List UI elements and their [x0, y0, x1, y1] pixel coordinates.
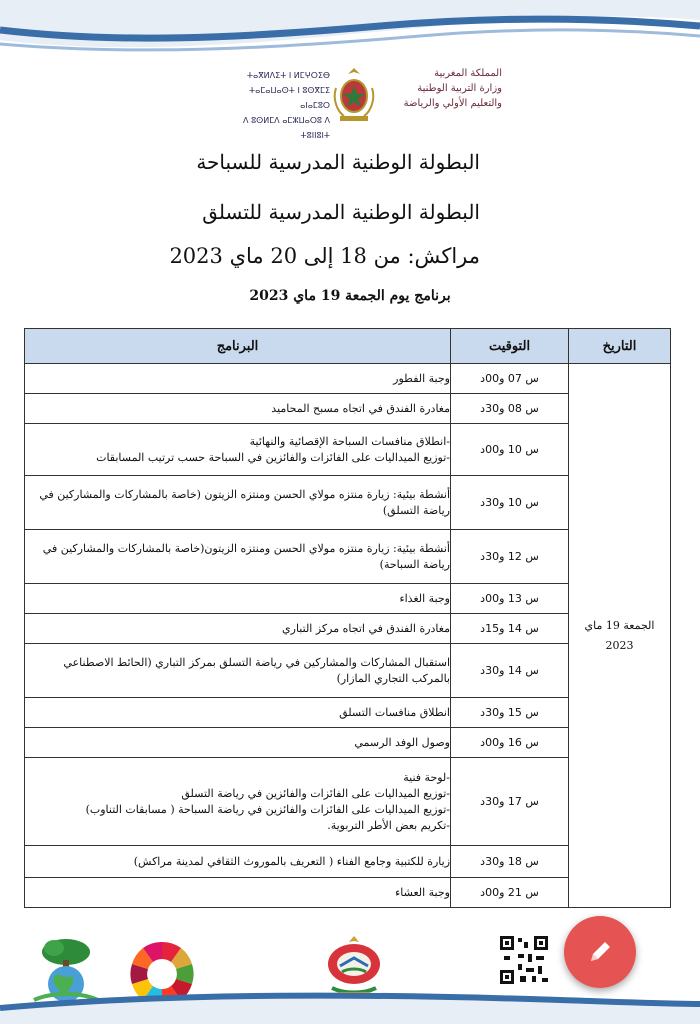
time-cell: س 08 و30د [451, 394, 569, 424]
tifinagh-line: ⵜⴰⴳⵍⴷⵉⵜ ⵏ ⵍⵎⵖⵔⵉⴱ [246, 71, 330, 80]
program-cell [25, 728, 451, 758]
header-date: التاريخ [569, 329, 671, 364]
program-line: -تكريم بعض الأطر التربوية. [327, 818, 450, 832]
program-cell [25, 424, 451, 476]
moroccan-emblem-icon [330, 66, 378, 124]
time-cell: س 12 و30د [451, 530, 569, 584]
ministry-line: والتعليم الأولي والرياضة [403, 98, 502, 109]
title-swimming: البطولة الوطنية المدرسية للسباحة [196, 150, 480, 174]
ministry-line: وزارة التربية الوطنية [417, 83, 502, 94]
program-line: أنشطة بيئية: زيارة منتزه مولاي الحسن ومنتزه الزيتون (خاصة بالمشاركات والمشاركين في رياضة التسلق) [39, 487, 450, 517]
program-line: -لوحة فنية [403, 770, 450, 784]
program-cell [25, 584, 451, 614]
program-cell [25, 846, 451, 878]
program-cell [25, 364, 451, 394]
program-line: -انطلاق منافسات السباحة الإقصائية والنهائية [249, 434, 450, 448]
title-climbing: البطولة الوطنية المدرسية للتسلق [202, 200, 480, 224]
program-line: وجبة العشاء [395, 885, 450, 899]
program-line: -توزيع الميداليات على الفائزات والفائزين في السباحة حسب ترتيب المسابقات [96, 450, 450, 464]
ministry-line: المملكة المغربية [434, 68, 502, 79]
program-line: استقبال المشاركات والمشاركين في رياضة التسلق بمركز التباري (الحائط الاصطناعي بالمركب التجاري المازار) [63, 655, 450, 685]
program-cell [25, 758, 451, 846]
program-cell [25, 698, 451, 728]
time-cell: س 18 و30د [451, 846, 569, 878]
ministry-header [0, 62, 700, 142]
time-cell: س 14 و15د [451, 614, 569, 644]
program-line: زيارة للكتبية وجامع الفناء ( التعريف بالموروث الثقافي لمدينة مراكش) [133, 854, 450, 868]
program-cell [25, 878, 451, 908]
header-time: التوقيت [451, 329, 569, 364]
program-line: -توزيع الميداليات على الفائزات والفائزين في رياضة التسلق [181, 786, 450, 800]
date-cell [569, 364, 671, 908]
time-cell: س 14 و30د [451, 644, 569, 698]
time-cell: س 21 و00د [451, 878, 569, 908]
program-line: انطلاق منافسات التسلق [339, 705, 450, 719]
arabic-ministry-name [382, 66, 502, 111]
tifinagh-line: ⴷ ⵓⵙⵍⵎⴷ ⴰⵎⵣⵡⴰⵔⵓ ⴷ ⵜⵓⵏⵏⵓⵏⵜ [243, 116, 330, 140]
program-cell [25, 614, 451, 644]
program-line: وصول الوفد الرسمي [354, 735, 450, 749]
time-cell: س 16 و00د [451, 728, 569, 758]
time-cell: س 07 و00د [451, 364, 569, 394]
program-line: وجبة الفطور [393, 371, 450, 385]
date-line: الجمعة 19 ماي [584, 618, 655, 632]
tifinagh-line: ⵜⴰⵎⴰⵡⴰⵙⵜ ⵏ ⵓⵙⴳⵎⵉ ⴰⵏⴰⵎⵓⵔ [249, 86, 330, 110]
time-cell: س 10 و30د [451, 476, 569, 530]
program-line: أنشطة بيئية: زيارة منتزه مولاي الحسن ومنتزه الزيتون(خاصة بالمشاركات والمشاركين في رياضة السباحة) [42, 541, 450, 571]
program-line: مغادرة الفندق في اتجاه مركز التباري [282, 621, 450, 635]
program-cell [25, 394, 451, 424]
program-line: مغادرة الفندق في اتجاه مسبح المحاميد [271, 401, 450, 415]
header-program: البرنامج [25, 329, 451, 364]
tifinagh-ministry-name [220, 68, 330, 143]
time-cell: س 15 و30د [451, 698, 569, 728]
program-cell [25, 530, 451, 584]
program-line: -توزيع الميداليات على الفائزات والفائزين في رياضة السباحة ( مسابقات التناوب) [85, 802, 450, 816]
time-cell: س 13 و00د [451, 584, 569, 614]
program-cell [25, 644, 451, 698]
table-header-row [25, 329, 671, 364]
schedule-table [24, 328, 671, 908]
table-row [25, 364, 671, 394]
time-cell: س 17 و30د [451, 758, 569, 846]
date-line: 2023 [605, 638, 634, 652]
pencil-icon [585, 937, 615, 967]
title-location-dates: مراكش: من 18 إلى 20 ماي 2023 [169, 244, 480, 268]
edit-fab-button[interactable] [564, 916, 636, 988]
program-line: وجبة الغذاء [399, 591, 450, 605]
program-subtitle: برنامج يوم الجمعة 19 ماي 2023 [249, 288, 451, 304]
program-cell [25, 476, 451, 530]
time-cell: س 10 و00د [451, 424, 569, 476]
